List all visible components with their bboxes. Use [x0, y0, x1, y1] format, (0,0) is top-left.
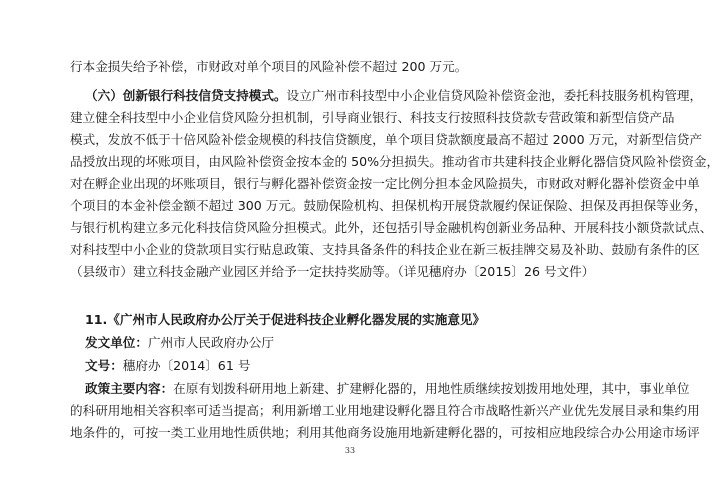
section6-line-5: 对在孵企业出现的坏账项目，银行与孵化器补偿资金按一定比例分担本金风险损失，市财政对孵化器补偿资金中单	[70, 176, 700, 191]
prev-paragraph-line	[70, 58, 640, 76]
issuer-value: 广州市人民政府办公厅	[147, 335, 274, 350]
content-line-3: 地条件的，可按一类工业用地性质供地；利用其他商务设施用地新建孵化器的，可按相应地段综合办公用途市场评	[70, 425, 700, 440]
docno-label: 文号：	[85, 358, 123, 373]
section6-line-9: （县级市）建立科技金融产业园区并给予一定扶持奖励等。（详见穗府办〔2015〕26 号文件）	[70, 264, 595, 279]
text-span: 设立广州市科技型中小企业信贷风险补偿资金池，委托科技服务机构管理，	[286, 88, 703, 103]
section6-line-1	[85, 87, 703, 105]
section6-line-2: 建立健全科技型中小企业信贷风险分担机制，引导商业银行、科技支行按照科技贷款专营政策和新型信贷产品	[70, 110, 675, 125]
section6-line-4: 品授放出现的坏账项目，由风险补偿资金按本金的 50%分担损失。推动省市共建科技企业孵化器信贷风险补偿资金，	[70, 154, 719, 169]
page-number: 33	[344, 446, 356, 455]
content-label: 政策主要内容：	[85, 381, 174, 396]
text-span: 在原有划拨科研用地上新建、扩建孵化器的，用地性质继续按划拨用地处理，其中，事业单位	[173, 381, 690, 396]
content-line-1	[85, 380, 690, 398]
item11-title: 11.《广州市人民政府办公厅关于促进科技企业孵化器发展的实施意见》	[85, 312, 486, 327]
section6-line-3: 模式，发放不低于十倍风险补偿金规模的科技信贷额度，单个项目贷款额度最高不超过 2000 万元，对新型信贷产	[70, 132, 702, 147]
section6-line-6: 个项目的本金补偿金额不超过 300 万元。鼓励保险机构、担保机构开展贷款履约保证保险、担保及再担保等业务，	[70, 198, 707, 213]
docno-value: 穗府办〔2014〕61 号	[122, 358, 251, 373]
issuer-row	[85, 334, 640, 352]
docno-row	[85, 357, 640, 375]
section6-line-8: 对科技型中小企业的贷款项目实行贴息政策、支持具备条件的科技企业在新三板挂牌交易及补助、鼓励有条件的区	[70, 242, 700, 257]
section6-line-7: 与银行机构建立多元化科技信贷风险分担模式。此外，还包括引导金融机构创新业务品种、开展科技小额贷款试点、	[70, 220, 713, 235]
issuer-label: 发文单位：	[85, 335, 148, 350]
section6-heading: （六）创新银行科技信贷支持模式。	[85, 88, 287, 103]
content-line-2: 的科研用地相关容积率可适当提高；利用新增工业用地建设孵化器且符合市战略性新兴产业优先发展目录和集约用	[70, 403, 700, 418]
text-span: 行本金损失给予补偿，市财政对单个项目的风险补偿不超过 200 万元。	[70, 59, 468, 74]
